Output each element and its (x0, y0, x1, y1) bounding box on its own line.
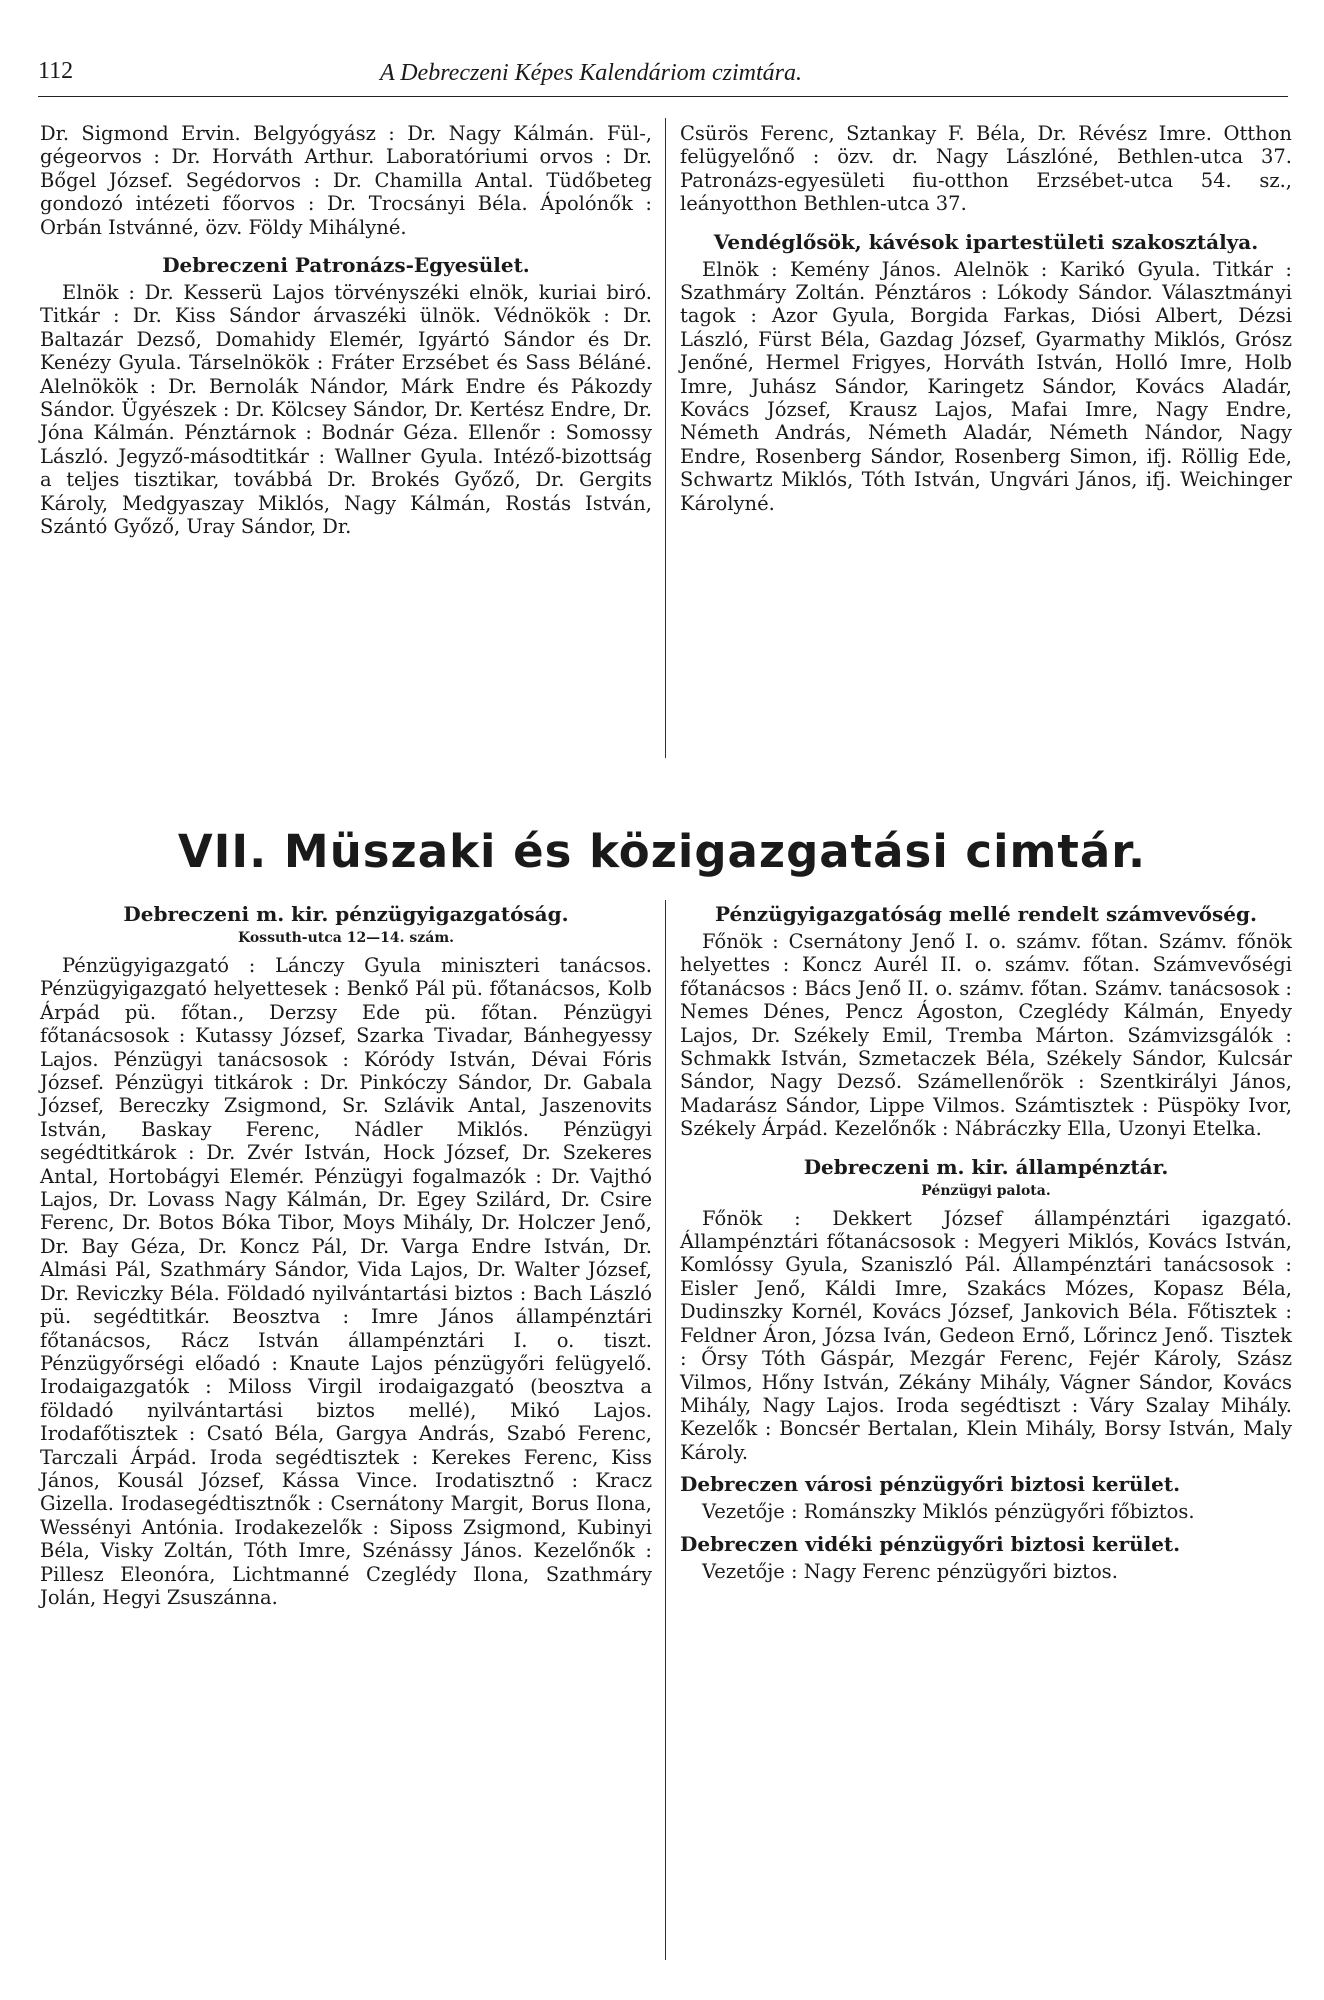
section-heading-patronazs: Debreczeni Patronázs-Egyesület. (162, 253, 530, 278)
page-number: 112 (38, 58, 74, 84)
top-left-column (40, 122, 652, 539)
varosi-kerulet-paragraph: Vezetője : Románszky Miklós pénzügyőri főbiztos. (702, 1500, 1195, 1524)
column-divider-top (665, 118, 666, 758)
section-heading-videki-kerulet: Debreczen vidéki pénzügyőri biztosi kerület. (680, 1531, 1181, 1556)
column-divider-bottom (665, 900, 666, 1960)
address-line: Kossuth-utca 12—14. szám. (237, 930, 454, 946)
szamvevoseg-paragraph: Főnök : Csernátony Jenő I. o. számv. főtan. Számv. főnök helyettes : Koncz Aurél II. o. számv. főtan. Számvevőségi főtanácsos : Bács Jenő II. o. számv. főtan. Számv. tanácsosok : Nemes Dénes, Pencz Ágoston, Czeglédy Kálmán, Enyedy Lajos, Dr. Székely Emil, Tremba Márton. Számvizsgálók : Schmakk István, Szmetaczek Béla, Székely Sándor, Kulcsár Sándor, Nagy Dezső. Számellenőrök : Szentkirályi János, Madarász Sándor, Lippe Vilmos. Számtisztek : Püspöky Ivor, Székely Árpád. Kezelőnők : Nábráczky Ella, Uzonyi Etelka. (680, 930, 1292, 1141)
allampenztar-paragraph: Főnök : Dekkert József állampénztári igazgató. Állampénztári főtanácsosok : Megyeri Miklós, Kovács István, Komlóssy Gyula, Szaniszló Pál. Állampénztári tanácsosok : Eisler Jenő, Káldi Imre, Szakács Mózes, Kopasz Béla, Dudinszky Kornél, Kovács József, Jankovich Béla. Főtisztek : Feldner Áron, Józsa Iván, Gedeon Ernő, Lőrincz Jenő. Tisztek : Őrsy Tóth Gáspár, Mezgár Ferenc, Fejér Károly, Szász Vilmos, Hőny István, Zékány Mihály, Vágner Sándor, Kovács Mihály, Nagy Lajos. Iroda segédtiszt : Váry Szalay Mihály. Kezelők : Boncsér Bertalan, Klein Mihály, Borsy István, Maly Károly. (680, 1206, 1292, 1464)
section-heading-vendeglosok: Vendéglősök, kávésok ipartestületi szakosztálya. (713, 229, 1259, 254)
bottom-left-column (40, 902, 652, 1609)
top-right-column (680, 122, 1292, 515)
section-heading-varosi-kerulet: Debreczen városi pénzügyőri biztosi kerület. (680, 1472, 1181, 1497)
medical-staff-paragraph: Dr. Sigmond Ervin. Belgyógyász : Dr. Nagy Kálmán. Fül-, gégeorvos : Dr. Horváth Arthur. Laboratóriumi orvos : Dr. Bőgel József. Segédorvos : Dr. Chamilla Antal. Tüdőbeteg gondozó intézeti főorvos : Dr. Trocsányi Béla. Ápolónők : Orbán Istvánné, özv. Földy Mihályné. (40, 122, 652, 239)
section-heading-szamvevoseg: Pénzügyigazgatóság mellé rendelt számvevőség. (715, 902, 1257, 926)
section-heading-allampenztar: Debreczeni m. kir. állampénztár. (803, 1154, 1169, 1179)
penzugyigazgatosag-paragraph: Pénzügyigazgató : Lánczy Gyula miniszteri tanácsos. Pénzügyigazgató helyettesek : Benkő Pál pü. főtanácsos, Kolb Árpád pü. főtan., Derzsy Ede pü. főtan. Pénzügyi főtanácsosok : Kutassy József, Szarka Tivadar, Bánhegyessy Lajos. Pénzügyi tanácsosok : Kóródy István, Dévai Fóris József. Pénzügyi titkárok : Dr. Pinkóczy Sándor, Dr. Gabala József, Bereczky Zsigmond, Sr. Szlávik Antal, Jaszenovits István, Baskay Ferenc, Nádler Miklós. Pénzügyi segédtitkárok : Dr. Zvér István, Hock József, Dr. Szekeres Antal, Hortobágyi Elemér. Pénzügyi fogalmazók : Dr. Vajthó Lajos, Dr. Lovass Nagy Kálmán, Dr. Egey Szilárd, Dr. Csire Ferenc, Dr. Botos Bóka Tibor, Moys Mihály, Dr. Holczer Jenő, Dr. Bay Géza, Dr. Koncz Pál, Dr. Varga Endre István, Dr. Almási Pál, Szathmáry Sándor, Vida Lajos, Dr. Walter József, Dr. Reviczky Béla. Földadó nyilvántartási biztos : Bach László pü. segédtitkár. Beosztva : Imre János állampénztári főtanácsos, Rácz István állampénztári I. o. tiszt. Pénzügyőrségi előadó : Knaute Lajos pénzügyőri felügyelő. Irodaigazgatók : Miloss Virgil irodaigazgató (beosztva a földadó nyilvántartási biztos mellé), Mikó Lajos. Irodafőtisztek : Csató Béla, Gargya András, Szabó Ferenc, Tarczali Árpád. Iroda segédtisztek : Kerekes Ferenc, Kiss János, Kousál József, Kássa Vince. Irodatisztnő : Kracz Gizella. Irodasegédtisztnők : Csernátony Margit, Borus Ilona, Wessényi Antónia. Irodakezelők : Siposs Zsigmond, Kubinyi Béla, Visky Zoltán, Tóth Imre, Szénássy János. Kezelőnők : Pillesz Eleonóra, Lichtmanné Czeglédy Ilona, Szathmáry Jolán, Hegyi Zsuszánna. (40, 954, 652, 1609)
patronazs-continued-paragraph: Csürös Ferenc, Sztankay F. Béla, Dr. Révész Imre. Otthon felügyelőnő : özv. dr. Nagy Lászlóné, Bethlen-utca 37. Patronázs-egyesületi fiu-otthon Erzsébet-utca 54. sz., leányotthon Bethlen-utca 37. (680, 122, 1292, 216)
header-rule (38, 96, 1288, 97)
patronazs-paragraph: Elnök : Dr. Kesserü Lajos törvényszéki elnök, kuriai biró. Titkár : Dr. Kiss Sándor árvaszéki ülnök. Védnökök : Dr. Baltazár Dezső, Domahidy Elemér, Igyártó Sándor és Dr. Kenézy Gyula. Társelnökök : Fráter Erzsébet és Sass Béláné. Alelnökök : Dr. Bernolák Nándor, Márk Endre és Pákozdy Sándor. Ügyészek : Dr. Kölcsey Sándor, Dr. Kertész Endre, Dr. Jóna Kálmán. Pénztárnok : Bodnár Géza. Ellenőr : Somossy László. Jegyző-másodtitkár : Wallner Gyula. Intéző-bizottság a teljes tisztikar, továbbá Dr. Brokés Győző, Dr. Gergits Károly, Medgyaszay Miklós, Nagy Kálmán, Rostás István, Szántó Győző, Uray Sándor, Dr. (40, 281, 652, 539)
bottom-right-column (680, 902, 1292, 1583)
section-title: VII. Müszaki és közigazgatási cimtár. (177, 825, 1147, 878)
section-heading-penzugyigazgatosag: Debreczeni m. kir. pénzügyigazgatóság. (123, 902, 569, 926)
address-line-allampenztar: Pénzügyi palota. (921, 1182, 1051, 1199)
vendeglosok-paragraph: Elnök : Kemény János. Alelnök : Karikó Gyula. Titkár : Szathmáry Zoltán. Pénztáros : Lókody Sándor. Választmányi tagok : Azor Gyula, Borgida Farkas, Diósi Albert, Dézsi László, Fürst Béla, Gazdag József, Gyarmathy Miklós, Grósz Jenőné, Hermel Frigyes, Horváth István, Holló Imre, Holb Imre, Juhász Sándor, Karingetz Sándor, Kovács Aladár, Kovács József, Krausz Lajos, Mafai Imre, Nagy Endre, Németh András, Németh Aladár, Németh Nándor, Nagy Endre, Rosenberg Sándor, Rosenberg Simon, ifj. Röllig Ede, Schwartz Miklós, Tóth István, Ungvári János, ifj. Weichinger Károlyné. (680, 257, 1292, 515)
running-title: A Debreczeni Képes Kalendáriom czimtára. (380, 60, 802, 86)
videki-kerulet-paragraph: Vezetője : Nagy Ferenc pénzügyőri biztos. (702, 1559, 1118, 1583)
